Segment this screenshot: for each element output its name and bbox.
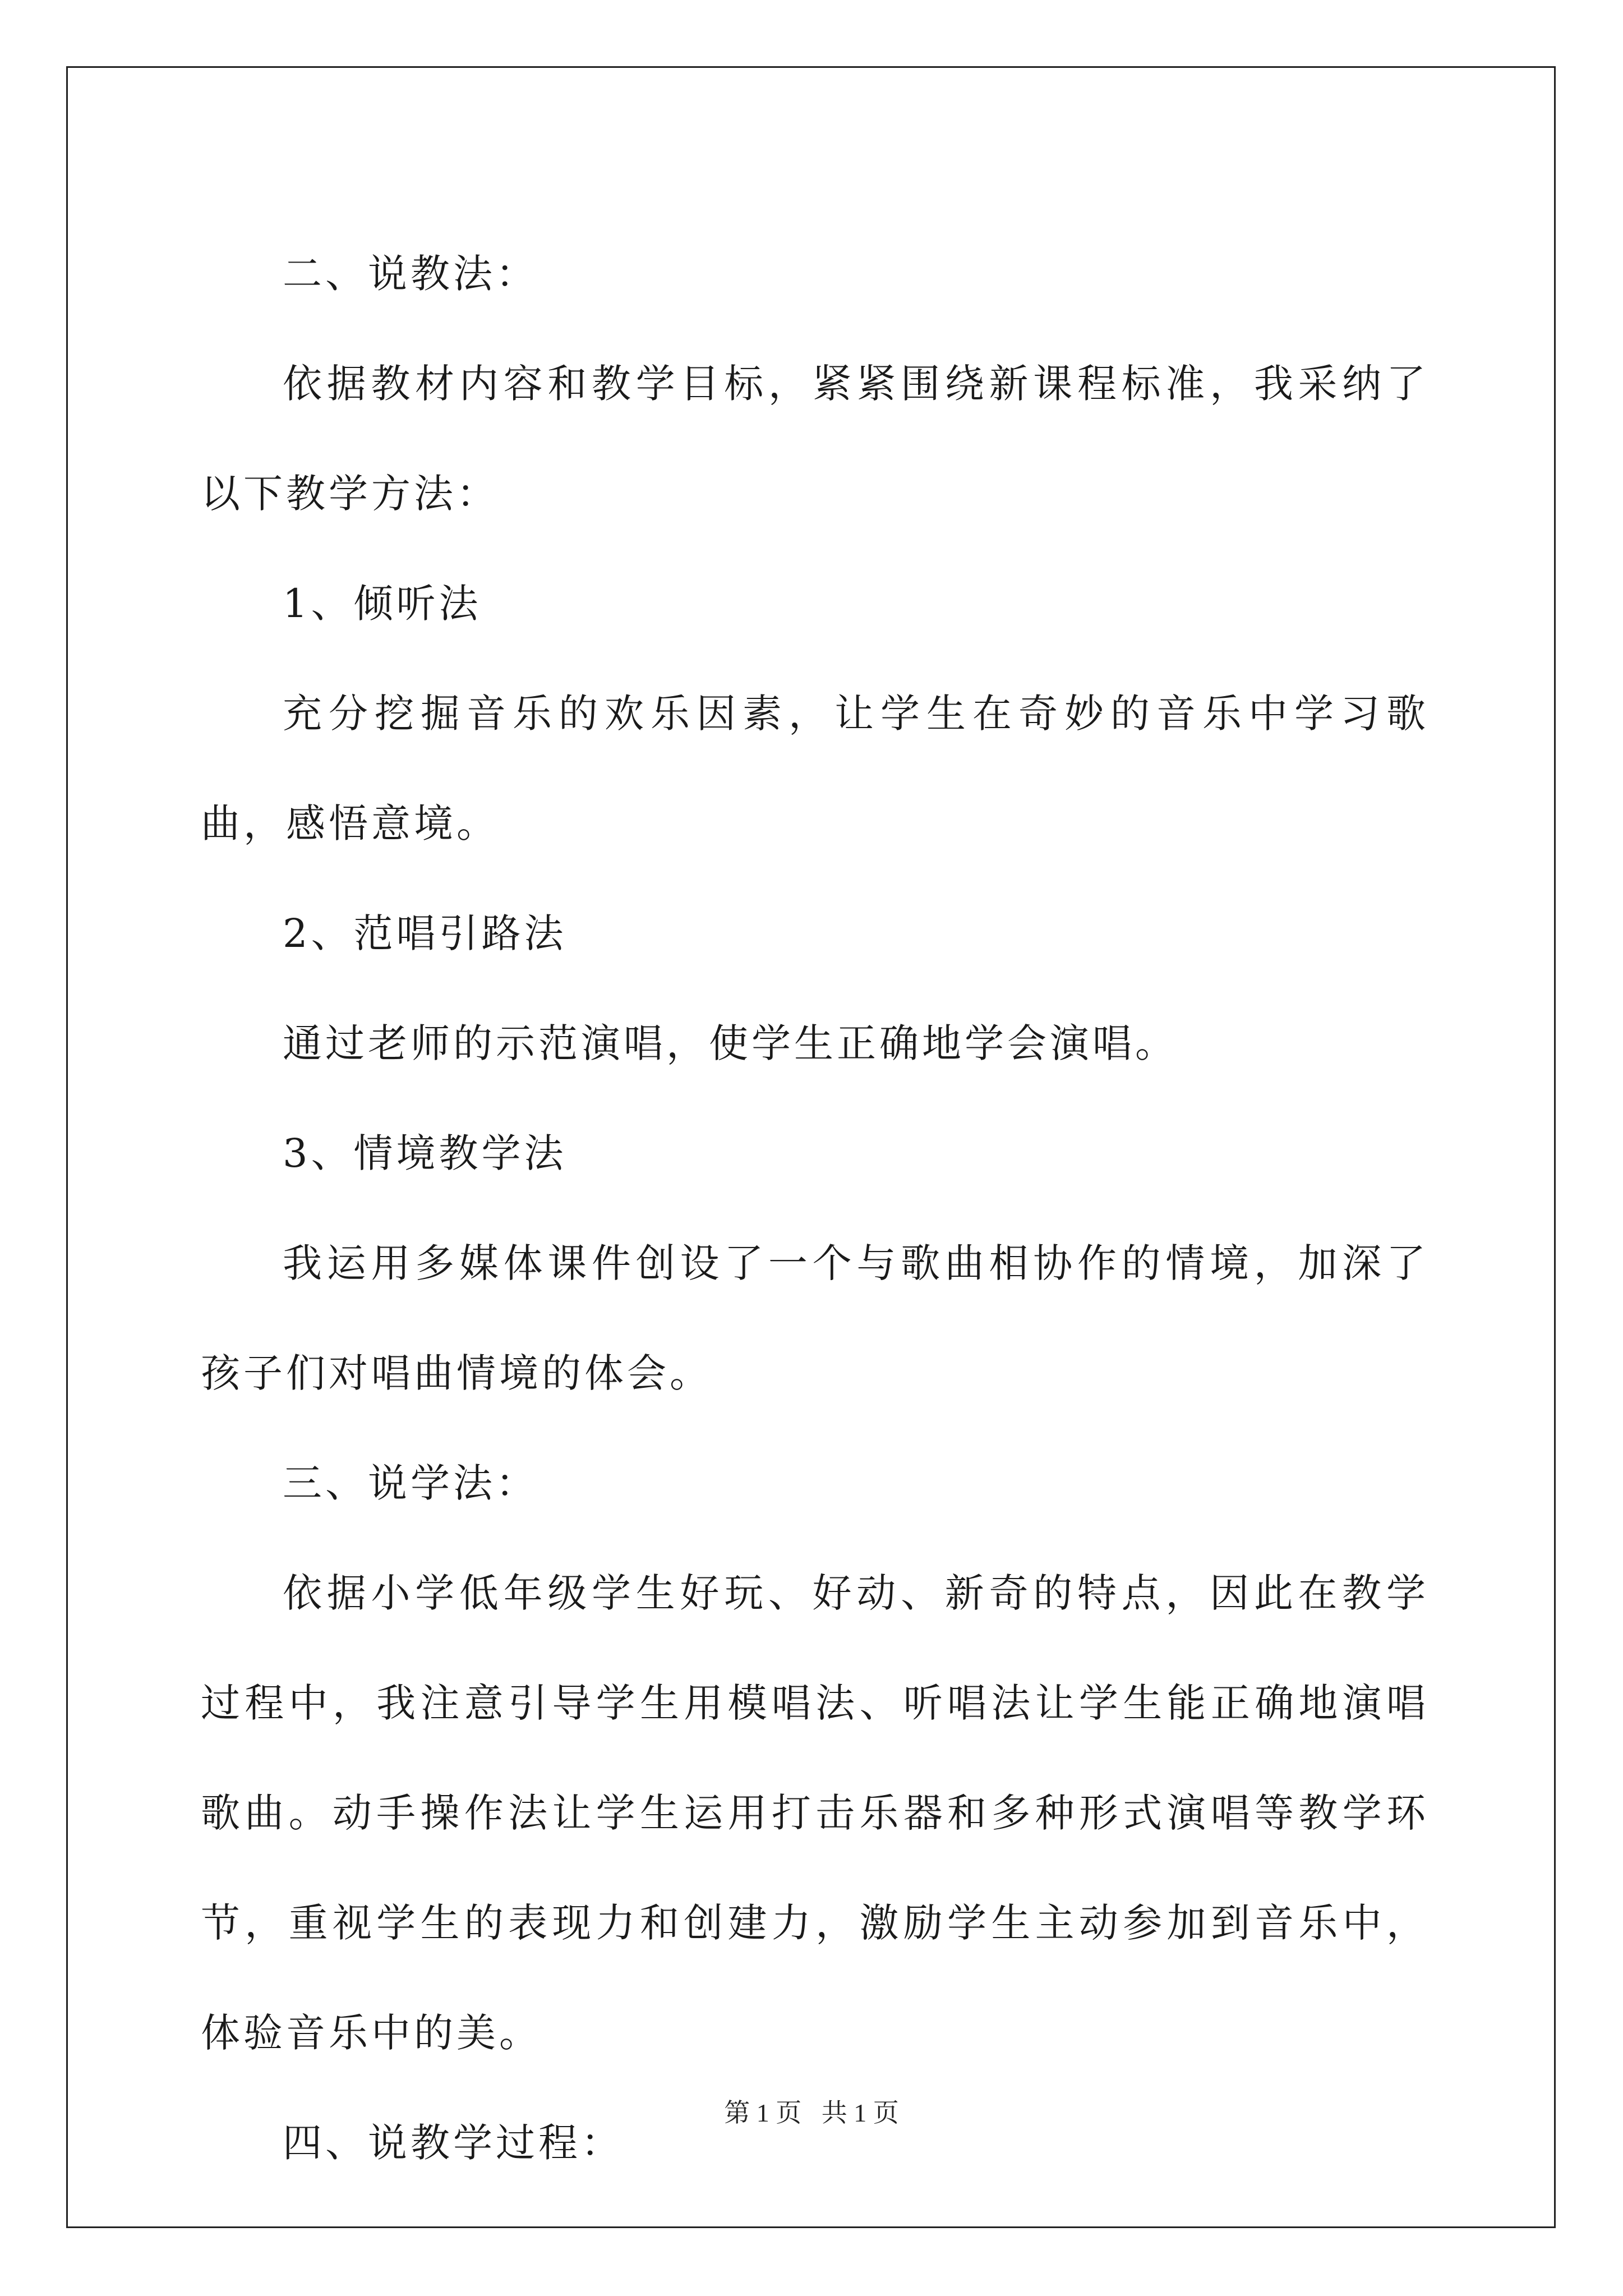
paragraph-learning-desc: 依据小学低年级学生好玩、好动、新奇的特点，因此在教学过程中，我注意引导学生用模唱法、听唱法让学生能正确地演唱歌曲。动手操作法让学生运用打击乐器和多种形式演唱等教学环节，重视学生的表现力和创建力，激励学生主动参加到音乐中，体验音乐中的美。 [201, 1570, 1429, 2056]
heading-learning-method: 三、说学法： [283, 1460, 538, 1506]
page-footer [0, 2092, 1623, 2129]
page-number: 第 1 页 [724, 2099, 802, 2127]
heading-teaching-process: 四、说教学过程： [283, 2120, 624, 2166]
document-body [201, 219, 1429, 2198]
page-total: 共 1 页 [821, 2099, 899, 2127]
heading-teaching-method: 二、说教法： [283, 251, 538, 297]
item-situational-method: 3、情境教学法 [283, 1130, 567, 1176]
item-listening-method: 1、倾听法 [283, 581, 482, 627]
item-demo-singing-method: 2、范唱引路法 [283, 910, 567, 956]
paragraph-method-intro: 依据教材内容和教学目标，紧紧围绕新课程标准，我采纳了以下教学方法： [201, 361, 1429, 517]
paragraph-situational-desc: 我运用多媒体课件创设了一个与歌曲相协作的情境，加深了孩子们对唱曲情境的体会。 [201, 1240, 1429, 1396]
paragraph-demo-singing-desc: 通过老师的示范演唱，使学生正确地学会演唱。 [283, 1020, 1178, 1066]
paragraph-listening-desc: 充分挖掘音乐的欢乐因素，让学生在奇妙的音乐中学习歌曲，感悟意境。 [201, 691, 1429, 846]
